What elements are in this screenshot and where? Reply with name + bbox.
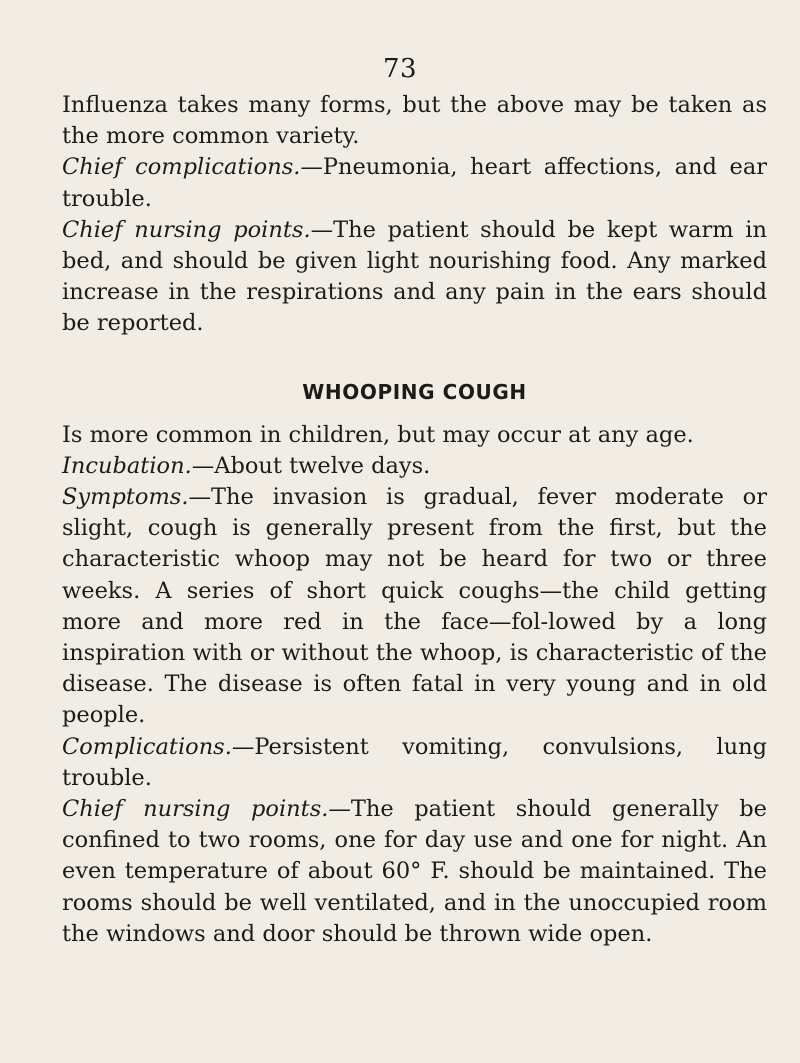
paragraph-lead: Symptoms. [62, 484, 189, 511]
section-heading: WHOOPING COUGH [302, 379, 527, 404]
paragraph-lead: Chief nursing points. [62, 216, 311, 243]
paragraph-lead: Chief nursing points. [62, 796, 329, 823]
paragraph-incubation [62, 451, 767, 482]
paragraph-lead: Complications. [62, 733, 232, 760]
paragraph-influenza-forms [62, 90, 767, 152]
paragraph-lead: Incubation. [62, 452, 192, 479]
paragraph-whooping-cough-intro [62, 420, 767, 451]
paragraph-influenza-complications [62, 152, 767, 214]
paragraph-influenza-nursing [62, 215, 767, 340]
paragraph-body: —Persistent vomiting, convulsions, lung trouble. [62, 733, 767, 791]
paragraph-body: —The patient should be kept warm in bed, and should be given light nourishing food. Any marked increase in the respirations and any pain in the ears should be reported. [62, 216, 767, 337]
page-number: 73 [382, 54, 418, 84]
paragraph-nursing-points [62, 794, 767, 950]
paragraph-complications [62, 732, 767, 794]
paragraph-body: Is more common in children, but may occur at any age. [62, 421, 694, 448]
paragraph-body: —About twelve days. [191, 452, 431, 479]
paragraph-body: —Pneumonia, heart affections, and ear trouble. [62, 154, 767, 212]
paragraph-body: —The patient should generally be confined to two rooms, one for day use and one for night. An even temperature of about 60° F. should be maintained. The rooms should be well ventilated, and in the unoccupied room the windows and door should be thrown wide open. [62, 796, 767, 947]
paragraph-lead: Chief complications. [62, 154, 301, 181]
paragraph-body: Influenza takes many forms, but the above may be taken as the more common variety. [62, 92, 767, 150]
paragraph-symptoms [62, 482, 767, 732]
page-text [62, 90, 767, 950]
paragraph-body: —The invasion is gradual, fever moderate or slight, cough is generally present from the first, but the characteristic whoop may not be heard for two or three weeks. A series of short quick coughs—the child getting more and more red in the face—fol-lowed by a long inspiration with or without the whoop, is characteristic of the disease. The disease is often fatal in very young and in old people. [62, 484, 767, 729]
